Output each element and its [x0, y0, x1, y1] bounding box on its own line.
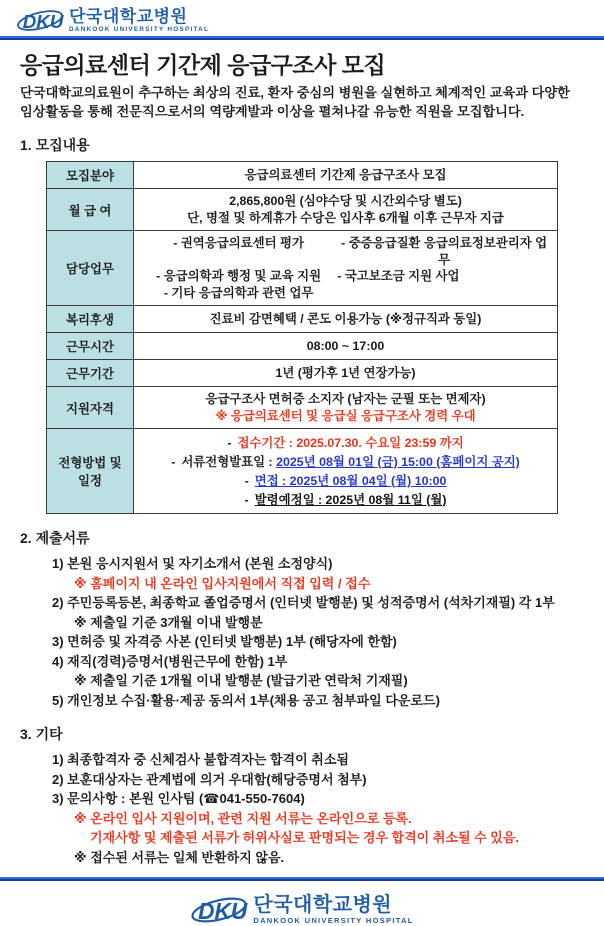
table-row-salary — [47, 189, 558, 231]
qualification-note: ※ 응급의료센터 및 응급실 응급구조사 경력 우대 — [215, 408, 476, 423]
recruitment-table — [46, 161, 558, 514]
hospital-name-english: DANKOOK UNIVERSITY HOSPITAL — [69, 25, 210, 33]
header-logo — [16, 7, 604, 34]
table-row-qualification — [47, 387, 558, 429]
footer-logo — [190, 894, 413, 926]
duties-label: 담당업무 — [47, 231, 134, 306]
schedule-line-appointment: - 발령예정일 : 2025년 08월 11일 (월) — [244, 492, 447, 507]
svg-text:DKU: DKU — [198, 898, 248, 925]
hours-value: 08:00 ~ 17:00 — [134, 333, 558, 360]
list-item: 1) 본원 응시지원서 및 자기소개서 (본원 소정양식) — [52, 556, 333, 571]
list-item: 2) 주민등록등본, 최종학교 졸업증명서 (인터넷 발행분) 및 성적증명서 (석차기재필) 각 1부 — [52, 595, 555, 610]
hospital-name-english: DANKOOK UNIVERSITY HOSPITAL — [253, 916, 414, 926]
section3-heading: 3. 기타 — [20, 726, 63, 742]
table-row-schedule — [47, 429, 558, 514]
hours-label: 근무시간 — [47, 333, 134, 360]
duties-value — [134, 231, 558, 306]
salary-label: 월 급 여 — [47, 189, 134, 231]
schedule-line-interview: - 면접 : 2025년 08월 04일 (월) 10:00 — [244, 473, 447, 488]
page-title: 응급의료센터 기간제 응급구조사 모집 — [20, 52, 386, 78]
duty-line: - 기타 응급의학과 관련 업무 — [163, 285, 314, 300]
etc-list — [18, 750, 584, 867]
list-item: 4) 재직(경력)증명서(병원근무에 한함) 1부 — [52, 653, 288, 669]
svg-text:DKU: DKU — [22, 11, 64, 32]
list-item-note: ※ 제출일 기준 3개월 이내 발행분 — [74, 614, 263, 630]
qualification-value: 응급구조사 면허증 소지자 (남자는 군필 또는 면제자) ※ 응급의료센터 및 응급실 응급구조사 경력 우대 — [134, 387, 558, 429]
field-label: 모집분야 — [47, 162, 134, 189]
hospital-name-korean: 단국대학교병원 — [69, 6, 188, 26]
hospital-name-korean: 단국대학교병원 — [253, 894, 393, 917]
table-row-period — [47, 360, 558, 387]
online-application-warning: ※ 온라인 입사 지원이며, 관련 지원 서류는 온라인으로 등록. — [74, 810, 412, 826]
list-item: 3) 면허증 및 자격증 사본 (인터넷 발행분) 1부 (해당자에 한함) — [52, 634, 397, 649]
schedule-label: 전형방법 및 일정 — [47, 429, 134, 514]
no-return-note: ※ 접수된 서류는 일체 반환하지 않음. — [74, 849, 285, 865]
dku-logo-icon — [190, 894, 248, 926]
section2-heading: 2. 제출서류 — [20, 530, 90, 546]
footer — [0, 894, 604, 926]
schedule-line-document-result: - 서류전형발표일 : 2025년 08월 01일 (금) 15:00 (홈페이지 공지) — [171, 454, 520, 469]
dku-logo-icon — [16, 7, 64, 34]
list-item-note: ※ 홈페이지 내 온라인 입사지원에서 직접 입력 / 접수 — [74, 575, 371, 591]
period-label: 근무기간 — [47, 360, 134, 387]
table-row-welfare — [47, 306, 558, 333]
field-value: 응급의료센터 기간제 응급구조사 모집 — [134, 162, 558, 189]
list-item: 2) 보훈대상자는 관계법에 의거 우대함(해당증명서 첨부) — [52, 771, 367, 787]
duty-line: - 응급의학과 행정 및 교육 지원 - 국고보조금 지원 사업 — [156, 269, 460, 283]
footer-divider — [0, 877, 604, 881]
list-item: 3) 문의사항 : 본원 인사팀 (☎041-550-7604) — [52, 791, 305, 806]
document-body — [0, 47, 604, 867]
salary-value: 2,865,800원 (심야수당 및 시간외수당 별도) 단, 명절 및 하계휴가 수당은 입사후 6개월 이후 근무자 지급 — [134, 189, 558, 231]
documents-list — [18, 554, 584, 710]
schedule-line-application-period: - 접수기간 : 2025.07.30. 수요일 23:59 까지 — [227, 435, 464, 450]
schedule-value — [134, 429, 558, 514]
table-row-hours — [47, 333, 558, 360]
section1-heading: 1. 모집내용 — [20, 137, 90, 153]
intro-text: 단국대학교의료원이 추구하는 최상의 진료, 환자 중심의 병원을 실현하고 체계적인 교육과 다양한 임상활동을 통해 전문직으로서의 역량계발과 이상을 펼쳐나갈 유능한 직원을 모집합니다. — [20, 85, 570, 119]
table-row-duties — [47, 231, 558, 306]
welfare-label: 복리후생 — [47, 306, 134, 333]
header-divider — [0, 36, 604, 40]
list-item: 5) 개인정보 수집·활용·제공 동의서 1부(채용 공고 첨부파일 다운로드) — [52, 692, 440, 708]
welfare-value: 진료비 감면혜택 / 콘도 이용가능 (※정규직과 동일) — [134, 306, 558, 333]
period-value: 1년 (평가후 1년 연장가능) — [134, 360, 558, 387]
list-item: 1) 최종합격자 중 신체검사 불합격자는 합격이 취소됨 — [52, 752, 349, 767]
duty-line: - 권역응급의료센터 평가 - 중증응급질환 응급의료정보관리자 업무 — [173, 236, 548, 267]
qualification-label: 지원자격 — [47, 387, 134, 429]
table-row-field — [47, 162, 558, 189]
header — [0, 0, 604, 36]
list-item-note: ※ 제출일 기준 1개월 이내 발행분 (발급기관 연락처 기재필) — [74, 673, 408, 688]
false-statement-warning: 기재사항 및 제출된 서류가 허위사실로 판명되는 경우 합격이 취소될 수 있음. — [90, 830, 520, 845]
